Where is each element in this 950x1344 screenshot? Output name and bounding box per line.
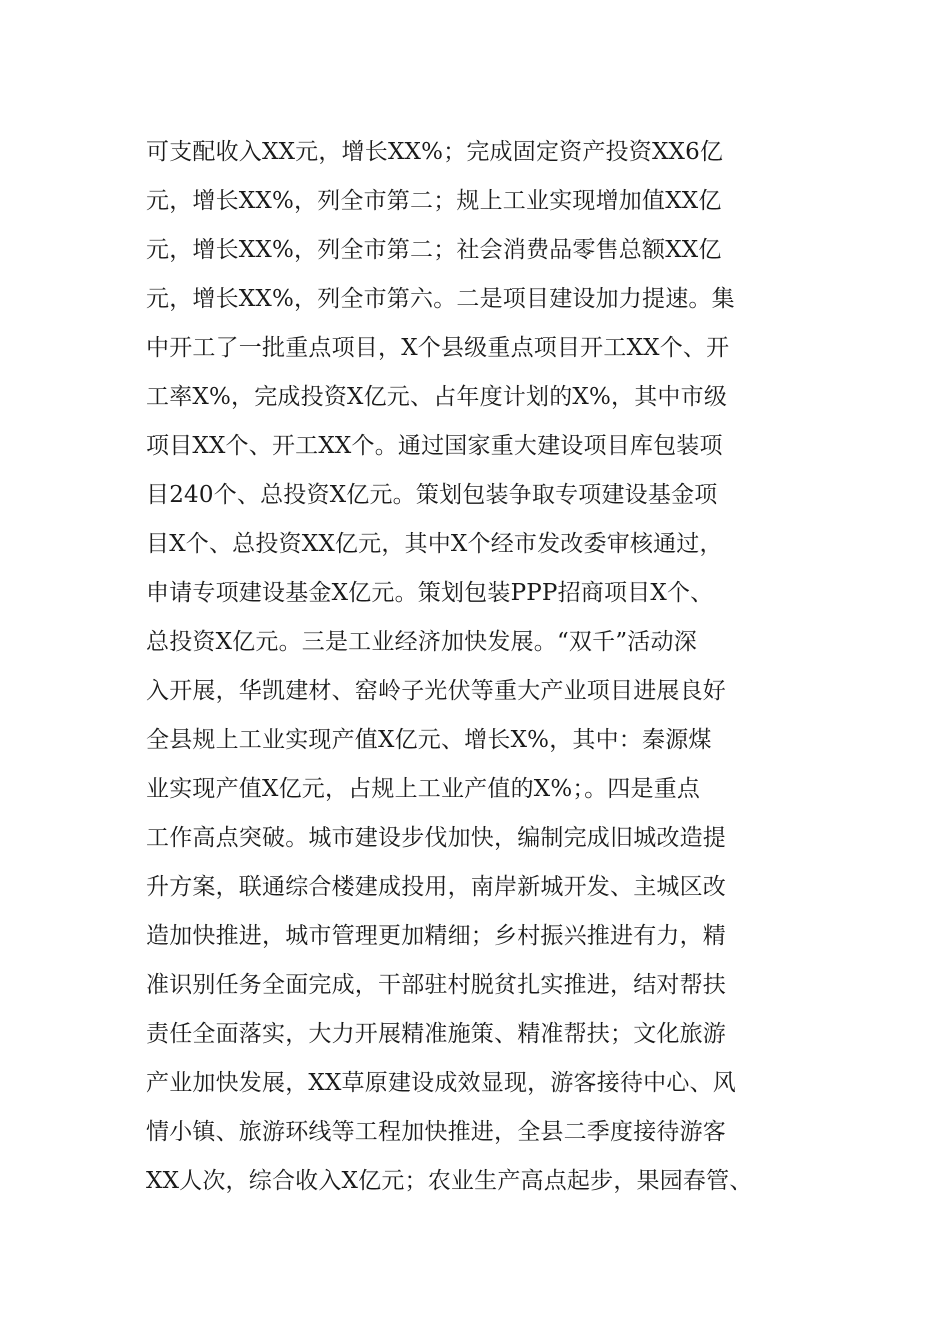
text-line: 申请专项建设基金X亿元。策划包装PPP招商项目X个、 [146, 580, 714, 606]
text-line: 全县规上工业实现产值X亿元、增长X%，其中：秦源煤 [146, 727, 712, 753]
text-line: 工率X%，完成投资X亿元、占年度计划的X%，其中市级 [146, 384, 728, 410]
text-line: 产业加快发展，XX草原建设成效显现，游客接待中心、风 [146, 1070, 736, 1096]
text-line: 中开工了一批重点项目，X个县级重点项目开工XX个、开 [146, 335, 730, 361]
text-line: 准识别任务全面完成，干部驻村脱贫扎实推进，结对帮扶 [146, 972, 726, 998]
text-line: 工作高点突破。城市建设步伐加快，编制完成旧城改造提 [146, 825, 726, 851]
text-line: 元，增长XX%，列全市第二；规上工业实现增加值XX亿 [146, 188, 722, 214]
text-line: 元，增长XX%，列全市第六。二是项目建设加力提速。集 [146, 286, 735, 312]
text-line: 造加快推进，城市管理更加精细；乡村振兴推进有力，精 [146, 923, 726, 949]
text-line: 情小镇、旅游环线等工程加快推进，全县二季度接待游客 [146, 1119, 726, 1145]
text-line: 总投资X亿元。三是工业经济加快发展。“双千”活动深 [146, 629, 697, 655]
text-line: 入开展，华凯建材、窑岭子光伏等重大产业项目进展良好 [146, 678, 726, 704]
text-line: 项目XX个、开工XX个。通过国家重大建设项目库包装项 [146, 433, 723, 459]
text-line: 可支配收入XX元，增长XX%；完成固定资产投资XX6亿 [146, 139, 724, 165]
text-line: 元，增长XX%，列全市第二；社会消费品零售总额XX亿 [146, 237, 722, 263]
text-line: 责任全面落实，大力开展精准施策、精准帮扶；文化旅游 [146, 1021, 726, 1047]
text-line: 目X个、总投资XX亿元，其中X个经市发改委审核通过， [146, 531, 723, 557]
text-line: 目240个、总投资X亿元。策划包装争取专项建设基金项 [146, 482, 718, 508]
text-line: 升方案，联通综合楼建成投用，南岸新城开发、主城区改 [146, 874, 726, 900]
text-line: XX人次，综合收入X亿元；农业生产高点起步，果园春管、 [146, 1168, 753, 1194]
body-text [146, 128, 846, 1206]
text-line: 业实现产值X亿元，占规上工业产值的X%；。四是重点 [146, 776, 701, 802]
